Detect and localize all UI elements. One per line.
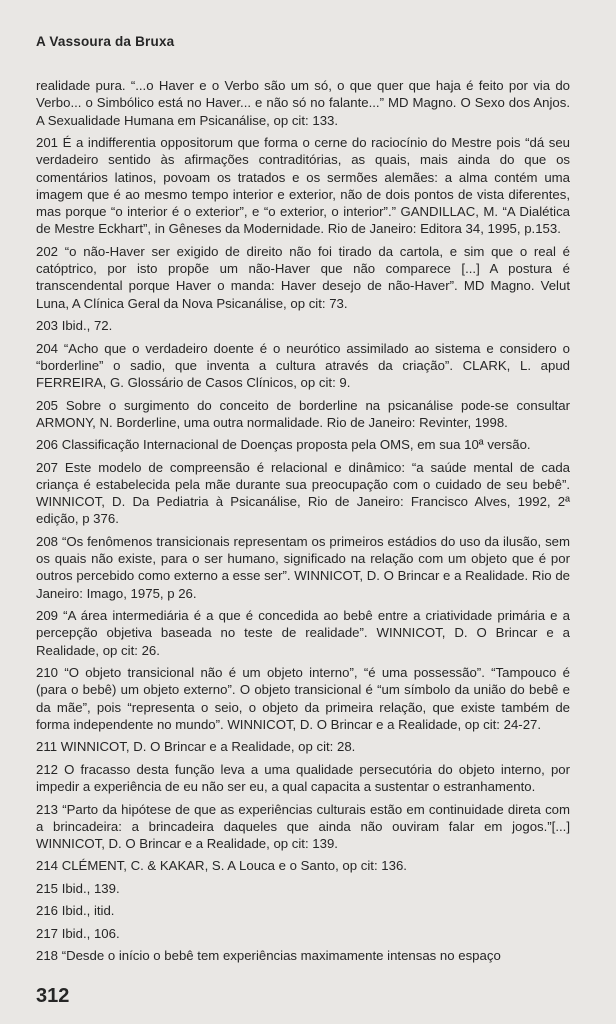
endnote: 206 Classificação Internacional de Doenças proposta pela OMS, em sua 10ª versão. [36, 437, 531, 453]
endnote: 208 “Os fenômenos transicionais representam os primeiros estádios do uso da ilusão, sem os quais não existe, para o ser humano, significado na relação com um objeto que é por outros percebido como externo a esse ser”. WINNICOT, D. O Brincar e a Realidade. Rio de Janeiro: Imago, 1975, p 26. [36, 533, 570, 601]
endnote: 203 Ibid., 72. [36, 318, 113, 334]
endnote: 215 Ibid., 139. [36, 880, 120, 896]
endnote-continuation: realidade pura. “...o Haver e o Verbo são um só, o que quer que haja é feito por via do Verbo... o Simbólico está no Haver... e não só no falante...” MD Magno. O Sexo dos Anjos. A Sexualidade Humana em Psicanálise, op cit: 133. [36, 78, 570, 128]
endnote: 218 “Desde o início o bebê tem experiências maximamente intensas no espaço [36, 948, 501, 964]
endnote: 207 Este modelo de compreensão é relacional e dinâmico: “a saúde mental de cada criança é estabelecida pela mãe durante sua preocupação com o cuidado de seu bebê”. WINNICOT, D. Da Pediatria à Psicanálise, Rio de Janeiro: Francisco Alves, 1992, 2ª edição, p 376. [36, 459, 570, 527]
endnote: 210 “O objeto transicional não é um objeto interno”, “é uma possessão”. “Tampouco é (para o bebê) um objeto externo”. O objeto transicional é “um símbolo da união do bebê e da mãe”, pois “representa o seio, o objeto da primeira relação, que existe também de forma independente no mundo”. WINNICOT, D. O Brincar e a Realidade, op cit: 24-27. [36, 665, 570, 733]
running-title: A Vassoura da Bruxa [36, 34, 175, 49]
endnotes [36, 77, 570, 969]
endnote: 213 “Parto da hipótese de que as experiências culturais estão em continuidade direta com a brincadeira: a brincadeira daqueles que ainda não ouviram falar em jogos.”[...] WINNICOT, D. O Brincar e a Realidade, op cit: 139. [36, 801, 571, 852]
endnote: 214 CLÉMENT, C. & KAKAR, S. A Louca e o Santo, op cit: 136. [36, 858, 407, 874]
endnote: 209 “A área intermediária é a que é concedida ao bebê entre a criatividade primária e a percepção objetiva baseada no teste de realidade”. WINNICOT, D. O Brincar e a Realidade, op cit: 26. [36, 608, 570, 658]
endnote: 216 Ibid., itid. [36, 903, 115, 919]
endnote: 205 Sobre o surgimento do conceito de borderline na psicanálise pode-se consultar ARMONY, N. Borderline, uma outra normalidade. Rio de Janeiro: Revinter, 1998. [36, 397, 570, 430]
endnote: 202 “o não-Haver ser exigido de direito não foi tirado da cartola, e sim que o real é catóptrico, por isto propõe um não-Haver que não comparece [...] A postura é transcendental porque Haver o manda: Haver desejo de não-Haver”. MD Magno. Velut Luna, A Clínica Geral da Nova Psicanálise, op cit: 73. [36, 243, 570, 311]
endnote: 212 O fracasso desta função leva a uma qualidade persecutória do objeto interno, por impedir a experiência de eu não ser eu, a qual capacita a sustentar o estranhamento. [36, 761, 571, 795]
page-number: 312 [36, 985, 70, 1007]
endnote: 211 WINNICOT, D. O Brincar e a Realidade, op cit: 28. [36, 739, 356, 755]
endnote: 217 Ibid., 106. [36, 925, 120, 941]
endnote: 201 É a indifferentia oppositorum que forma o cerne do raciocínio do Mestre pois “dá seu verdadeiro sentido às afirmações contraditórias, as quais, mais ainda do que os comentários latinos, povoam os tratados e os sermões alemães: a alma contém uma imagem que é ao mesmo tempo interior e exterior, não de dois pontos de vista diferentes, mas porque “o interior é o exterior”, e “o exterior, o interior”.” GANDILLAC, M. “A Dialética de Mestre Eckhart”, in Gêneses da Modernidade. Rio de Janeiro: Editora 34, 1995, p.153. [36, 134, 570, 237]
endnote: 204 “Acho que o verdadeiro doente é o neurótico assimilado ao sistema e considero o “borderline” o sadio, que inventa a cultura através da criação”. CLARK, L. apud FERREIRA, G. Glossário de Casos Clínicos, op cit: 9. [36, 340, 570, 391]
